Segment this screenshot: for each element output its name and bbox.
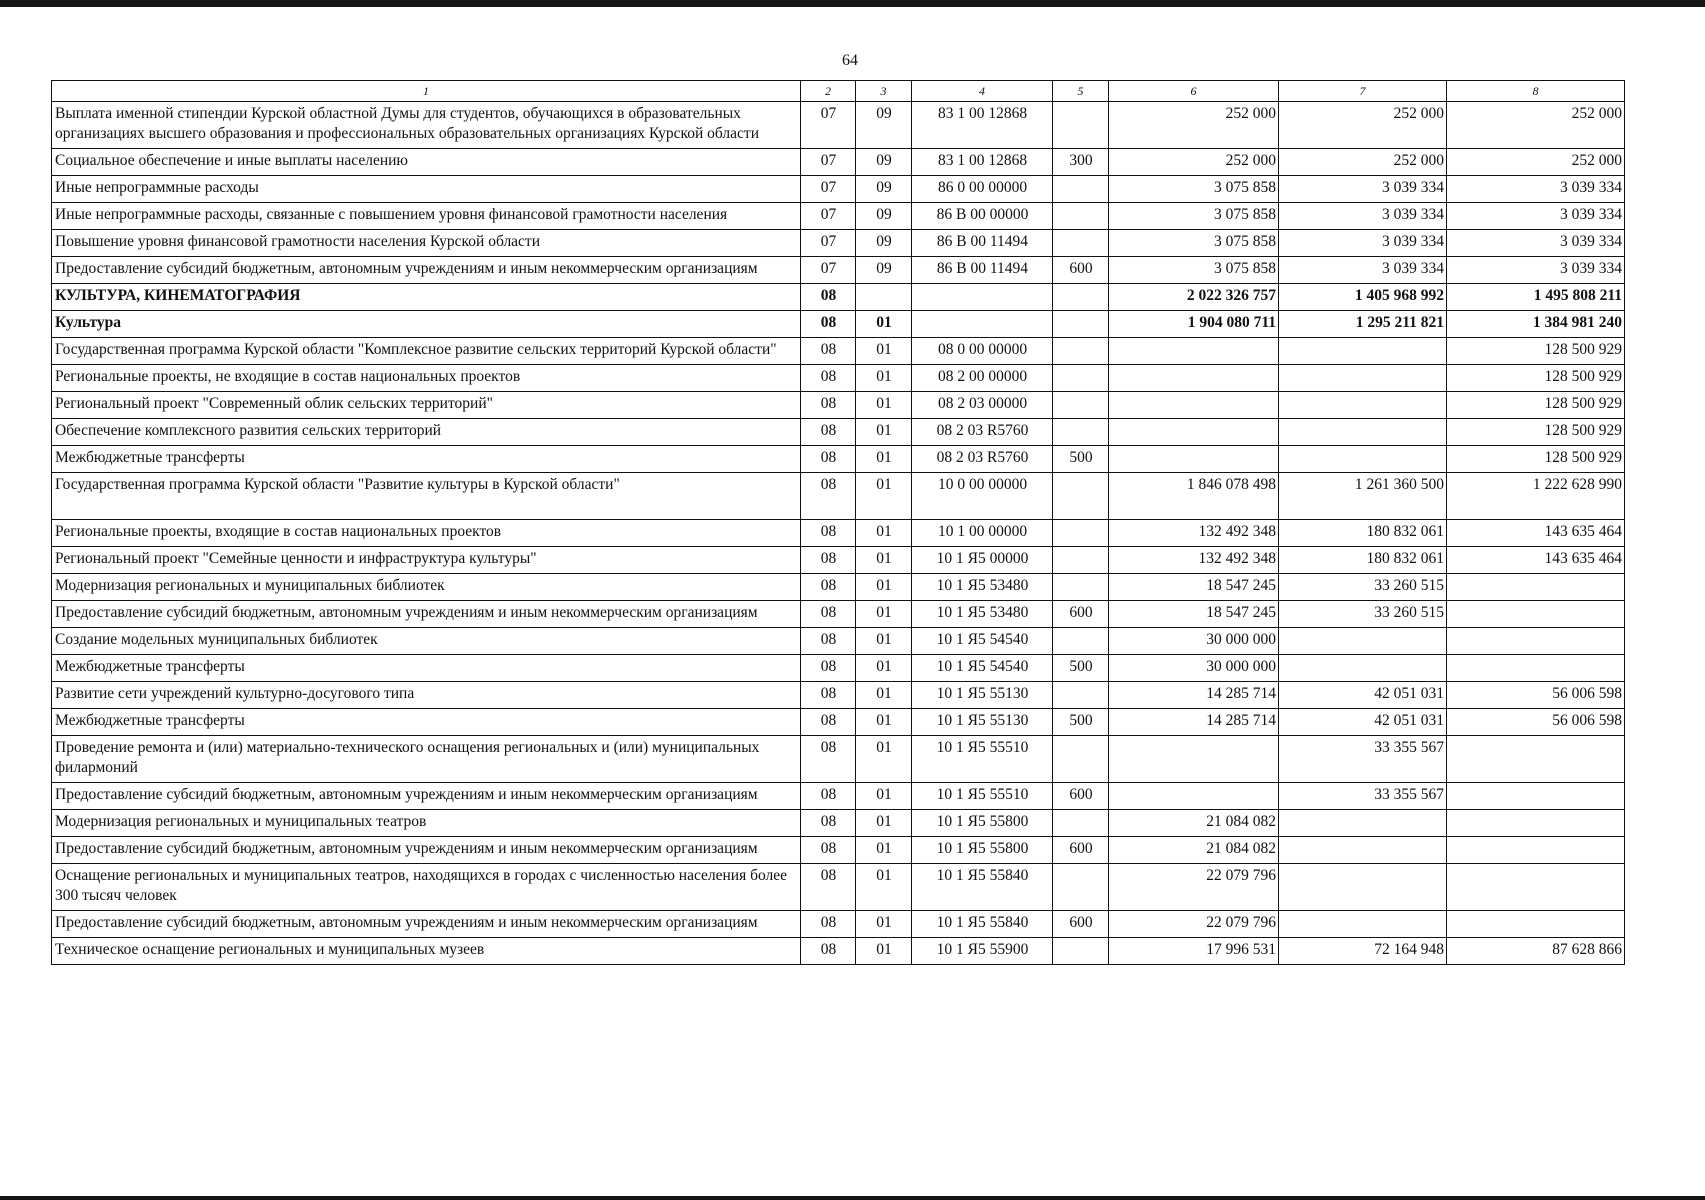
- section-code: 08: [801, 365, 856, 392]
- target-article-code: 10 1 Я5 55510: [912, 783, 1053, 810]
- subsection-code: [856, 284, 912, 311]
- target-article-code: 10 1 Я5 55840: [912, 911, 1053, 938]
- expense-type-code: [1053, 520, 1109, 547]
- amount-col-7: [1279, 419, 1447, 446]
- amount-col-8: 56 006 598: [1447, 709, 1625, 736]
- table-row: [52, 574, 1625, 601]
- section-code: 08: [801, 473, 856, 520]
- amount-col-6: [1109, 419, 1279, 446]
- amount-col-6: 14 285 714: [1109, 709, 1279, 736]
- amount-col-7: 72 164 948: [1279, 938, 1447, 965]
- table-row: [52, 736, 1625, 783]
- target-article-code: 10 1 Я5 55800: [912, 810, 1053, 837]
- expense-type-code: [1053, 810, 1109, 837]
- table-row: [52, 601, 1625, 628]
- column-header: 4: [912, 81, 1053, 102]
- section-code: 08: [801, 938, 856, 965]
- subsection-code: 09: [856, 230, 912, 257]
- subsection-code: 01: [856, 628, 912, 655]
- amount-col-6: 21 084 082: [1109, 837, 1279, 864]
- row-name: Развитие сети учреждений культурно-досугового типа: [52, 682, 801, 709]
- subsection-code: 01: [856, 736, 912, 783]
- section-code: 08: [801, 419, 856, 446]
- subsection-code: 01: [856, 938, 912, 965]
- table-row: [52, 149, 1625, 176]
- subsection-code: 01: [856, 547, 912, 574]
- column-header: 6: [1109, 81, 1279, 102]
- expense-type-code: [1053, 864, 1109, 911]
- subsection-code: 01: [856, 911, 912, 938]
- expense-type-code: [1053, 419, 1109, 446]
- subsection-code: 01: [856, 365, 912, 392]
- section-code: 08: [801, 446, 856, 473]
- amount-col-7: 252 000: [1279, 102, 1447, 149]
- table-row: [52, 365, 1625, 392]
- amount-col-8: 1 495 808 211: [1447, 284, 1625, 311]
- target-article-code: 10 1 Я5 54540: [912, 628, 1053, 655]
- scan-edge-top: [0, 0, 1705, 7]
- table-row: [52, 911, 1625, 938]
- row-name: Государственная программа Курской области "Комплексное развитие сельских территорий Курской области": [52, 338, 801, 365]
- table-row: [52, 257, 1625, 284]
- table-row: [52, 176, 1625, 203]
- row-name: Обеспечение комплексного развития сельских территорий: [52, 419, 801, 446]
- amount-col-7: 3 039 334: [1279, 257, 1447, 284]
- amount-col-7: 42 051 031: [1279, 709, 1447, 736]
- target-article-code: 86 В 00 11494: [912, 257, 1053, 284]
- subsection-code: 09: [856, 176, 912, 203]
- target-article-code: 86 В 00 00000: [912, 203, 1053, 230]
- amount-col-8: [1447, 628, 1625, 655]
- expense-type-code: 600: [1053, 911, 1109, 938]
- subsection-code: 01: [856, 864, 912, 911]
- subsection-code: 01: [856, 419, 912, 446]
- amount-col-6: 1 904 080 711: [1109, 311, 1279, 338]
- table-row: [52, 473, 1625, 520]
- section-code: 08: [801, 736, 856, 783]
- amount-col-8: [1447, 783, 1625, 810]
- subsection-code: 09: [856, 257, 912, 284]
- target-article-code: 08 2 03 R5760: [912, 419, 1053, 446]
- amount-col-6: 22 079 796: [1109, 864, 1279, 911]
- subsection-code: 01: [856, 709, 912, 736]
- row-name: Межбюджетные трансферты: [52, 446, 801, 473]
- section-code: 08: [801, 338, 856, 365]
- amount-col-6: [1109, 338, 1279, 365]
- row-name: Региональные проекты, входящие в состав национальных проектов: [52, 520, 801, 547]
- amount-col-7: 33 355 567: [1279, 736, 1447, 783]
- amount-col-8: 3 039 334: [1447, 230, 1625, 257]
- amount-col-7: 33 260 515: [1279, 601, 1447, 628]
- amount-col-6: 17 996 531: [1109, 938, 1279, 965]
- amount-col-7: [1279, 655, 1447, 682]
- amount-col-7: 33 260 515: [1279, 574, 1447, 601]
- amount-col-6: [1109, 365, 1279, 392]
- expense-type-code: [1053, 938, 1109, 965]
- amount-col-6: 3 075 858: [1109, 203, 1279, 230]
- table-row: [52, 938, 1625, 965]
- section-code: 08: [801, 655, 856, 682]
- expense-type-code: 300: [1053, 149, 1109, 176]
- amount-col-6: [1109, 736, 1279, 783]
- row-name: Создание модельных муниципальных библиотек: [52, 628, 801, 655]
- amount-col-8: 3 039 334: [1447, 203, 1625, 230]
- subsection-code: 01: [856, 783, 912, 810]
- column-header: 5: [1053, 81, 1109, 102]
- section-code: 08: [801, 709, 856, 736]
- expense-type-code: [1053, 736, 1109, 783]
- row-name: Иные непрограммные расходы: [52, 176, 801, 203]
- target-article-code: 10 1 Я5 00000: [912, 547, 1053, 574]
- target-article-code: 10 0 00 00000: [912, 473, 1053, 520]
- table-row: [52, 628, 1625, 655]
- amount-col-6: 132 492 348: [1109, 520, 1279, 547]
- target-article-code: 10 1 Я5 55130: [912, 709, 1053, 736]
- table-row: [52, 682, 1625, 709]
- amount-col-6: [1109, 446, 1279, 473]
- amount-col-7: [1279, 837, 1447, 864]
- amount-col-8: [1447, 864, 1625, 911]
- row-name: Государственная программа Курской области "Развитие культуры в Курской области": [52, 473, 801, 520]
- expense-type-code: [1053, 574, 1109, 601]
- row-name: Предоставление субсидий бюджетным, автономным учреждениям и иным некоммерческим организациям: [52, 257, 801, 284]
- subsection-code: 01: [856, 574, 912, 601]
- subsection-code: 01: [856, 520, 912, 547]
- row-name: Модернизация региональных и муниципальных театров: [52, 810, 801, 837]
- table-row: [52, 783, 1625, 810]
- row-name: Повышение уровня финансовой грамотности населения Курской области: [52, 230, 801, 257]
- column-header: 7: [1279, 81, 1447, 102]
- table-row: [52, 709, 1625, 736]
- row-name: Региональный проект "Современный облик сельских территорий": [52, 392, 801, 419]
- expense-type-code: [1053, 392, 1109, 419]
- amount-col-6: 30 000 000: [1109, 628, 1279, 655]
- amount-col-8: [1447, 810, 1625, 837]
- target-article-code: 10 1 Я5 53480: [912, 574, 1053, 601]
- section-code: 08: [801, 783, 856, 810]
- expense-type-code: [1053, 547, 1109, 574]
- row-name: Техническое оснащение региональных и муниципальных музеев: [52, 938, 801, 965]
- amount-col-8: [1447, 911, 1625, 938]
- target-article-code: 08 2 03 00000: [912, 392, 1053, 419]
- table-body: [52, 102, 1625, 965]
- table-row: [52, 837, 1625, 864]
- amount-col-6: 252 000: [1109, 102, 1279, 149]
- row-name: Модернизация региональных и муниципальных библиотек: [52, 574, 801, 601]
- amount-col-7: 1 295 211 821: [1279, 311, 1447, 338]
- row-name: Иные непрограммные расходы, связанные с повышением уровня финансовой грамотности населения: [52, 203, 801, 230]
- section-code: 07: [801, 176, 856, 203]
- amount-col-6: [1109, 392, 1279, 419]
- amount-col-7: [1279, 392, 1447, 419]
- row-name: Выплата именной стипендии Курской областной Думы для студентов, обучающихся в образовательных организациях высшего образования и профессиональных образовательных организациях Курской области: [52, 102, 801, 149]
- section-code: 08: [801, 911, 856, 938]
- amount-col-6: 3 075 858: [1109, 257, 1279, 284]
- target-article-code: 10 1 Я5 55840: [912, 864, 1053, 911]
- section-code: 08: [801, 574, 856, 601]
- amount-col-7: [1279, 864, 1447, 911]
- section-code: 07: [801, 230, 856, 257]
- target-article-code: 08 2 03 R5760: [912, 446, 1053, 473]
- target-article-code: 10 1 Я5 55900: [912, 938, 1053, 965]
- expense-type-code: [1053, 284, 1109, 311]
- amount-col-6: 14 285 714: [1109, 682, 1279, 709]
- amount-col-8: 128 500 929: [1447, 392, 1625, 419]
- amount-col-6: [1109, 783, 1279, 810]
- page-number: 64: [842, 52, 858, 69]
- amount-col-8: 252 000: [1447, 149, 1625, 176]
- amount-col-6: 3 075 858: [1109, 176, 1279, 203]
- scan-edge-bottom: [0, 1196, 1705, 1200]
- subsection-code: 01: [856, 446, 912, 473]
- target-article-code: 83 1 00 12868: [912, 149, 1053, 176]
- target-article-code: 10 1 Я5 55510: [912, 736, 1053, 783]
- table-row: [52, 311, 1625, 338]
- subsection-code: 01: [856, 810, 912, 837]
- amount-col-6: 18 547 245: [1109, 601, 1279, 628]
- section-code: 08: [801, 837, 856, 864]
- row-name: Региональный проект "Семейные ценности и инфраструктура культуры": [52, 547, 801, 574]
- amount-col-7: [1279, 810, 1447, 837]
- target-article-code: 83 1 00 12868: [912, 102, 1053, 149]
- section-code: 08: [801, 601, 856, 628]
- target-article-code: 08 2 00 00000: [912, 365, 1053, 392]
- row-name: Предоставление субсидий бюджетным, автономным учреждениям и иным некоммерческим организациям: [52, 783, 801, 810]
- target-article-code: 86 0 00 00000: [912, 176, 1053, 203]
- section-code: 08: [801, 392, 856, 419]
- section-code: 08: [801, 547, 856, 574]
- amount-col-6: 22 079 796: [1109, 911, 1279, 938]
- row-name: КУЛЬТУРА, КИНЕМАТОГРАФИЯ: [52, 284, 801, 311]
- subsection-code: 01: [856, 392, 912, 419]
- expense-type-code: 600: [1053, 601, 1109, 628]
- amount-col-8: 87 628 866: [1447, 938, 1625, 965]
- expense-type-code: [1053, 102, 1109, 149]
- expense-type-code: [1053, 338, 1109, 365]
- amount-col-7: 3 039 334: [1279, 176, 1447, 203]
- amount-col-6: 18 547 245: [1109, 574, 1279, 601]
- expense-type-code: [1053, 311, 1109, 338]
- amount-col-8: [1447, 574, 1625, 601]
- amount-col-8: 3 039 334: [1447, 257, 1625, 284]
- row-name: Оснащение региональных и муниципальных театров, находящихся в городах с численностью населения более 300 тысяч человек: [52, 864, 801, 911]
- expense-type-code: [1053, 682, 1109, 709]
- section-code: 08: [801, 520, 856, 547]
- section-code: 08: [801, 864, 856, 911]
- amount-col-8: 128 500 929: [1447, 365, 1625, 392]
- amount-col-6: 2 022 326 757: [1109, 284, 1279, 311]
- amount-col-7: [1279, 365, 1447, 392]
- amount-col-8: [1447, 655, 1625, 682]
- amount-col-6: 3 075 858: [1109, 230, 1279, 257]
- target-article-code: 10 1 Я5 53480: [912, 601, 1053, 628]
- subsection-code: 01: [856, 311, 912, 338]
- expense-type-code: 600: [1053, 257, 1109, 284]
- table-row: [52, 338, 1625, 365]
- table-row: [52, 284, 1625, 311]
- target-article-code: 10 1 Я5 55130: [912, 682, 1053, 709]
- amount-col-7: 3 039 334: [1279, 230, 1447, 257]
- table-row: [52, 102, 1625, 149]
- subsection-code: 01: [856, 837, 912, 864]
- expense-type-code: [1053, 230, 1109, 257]
- expense-type-code: [1053, 473, 1109, 520]
- section-code: 07: [801, 257, 856, 284]
- amount-col-8: 128 500 929: [1447, 446, 1625, 473]
- amount-col-8: 3 039 334: [1447, 176, 1625, 203]
- row-name: Социальное обеспечение и иные выплаты населению: [52, 149, 801, 176]
- subsection-code: 01: [856, 601, 912, 628]
- amount-col-8: 1 222 628 990: [1447, 473, 1625, 520]
- row-name: Предоставление субсидий бюджетным, автономным учреждениям и иным некоммерческим организациям: [52, 911, 801, 938]
- subsection-code: 01: [856, 682, 912, 709]
- amount-col-8: 252 000: [1447, 102, 1625, 149]
- amount-col-6: 1 846 078 498: [1109, 473, 1279, 520]
- amount-col-7: 3 039 334: [1279, 203, 1447, 230]
- row-name: Культура: [52, 311, 801, 338]
- amount-col-7: 33 355 567: [1279, 783, 1447, 810]
- amount-col-7: 42 051 031: [1279, 682, 1447, 709]
- column-header: 3: [856, 81, 912, 102]
- amount-col-7: [1279, 911, 1447, 938]
- section-code: 08: [801, 284, 856, 311]
- amount-col-8: [1447, 736, 1625, 783]
- amount-col-6: 21 084 082: [1109, 810, 1279, 837]
- subsection-code: 01: [856, 473, 912, 520]
- table-row: [52, 230, 1625, 257]
- expense-type-code: 500: [1053, 655, 1109, 682]
- target-article-code: 10 1 00 00000: [912, 520, 1053, 547]
- amount-col-7: 252 000: [1279, 149, 1447, 176]
- target-article-code: 86 В 00 11494: [912, 230, 1053, 257]
- row-name: Предоставление субсидий бюджетным, автономным учреждениям и иным некоммерческим организациям: [52, 601, 801, 628]
- amount-col-6: 132 492 348: [1109, 547, 1279, 574]
- table-row: [52, 547, 1625, 574]
- table-row: [52, 520, 1625, 547]
- table-row: [52, 446, 1625, 473]
- amount-col-7: 1 405 968 992: [1279, 284, 1447, 311]
- target-article-code: [912, 284, 1053, 311]
- amount-col-6: 30 000 000: [1109, 655, 1279, 682]
- amount-col-8: [1447, 601, 1625, 628]
- section-code: 08: [801, 628, 856, 655]
- subsection-code: 09: [856, 149, 912, 176]
- table-row: [52, 419, 1625, 446]
- amount-col-8: 143 635 464: [1447, 520, 1625, 547]
- amount-col-7: 180 832 061: [1279, 520, 1447, 547]
- budget-table: [51, 80, 1625, 965]
- target-article-code: 08 0 00 00000: [912, 338, 1053, 365]
- expense-type-code: [1053, 365, 1109, 392]
- amount-col-8: 128 500 929: [1447, 419, 1625, 446]
- amount-col-8: 143 635 464: [1447, 547, 1625, 574]
- column-number-row: [52, 81, 1625, 102]
- expense-type-code: [1053, 203, 1109, 230]
- row-name: Предоставление субсидий бюджетным, автономным учреждениям и иным некоммерческим организациям: [52, 837, 801, 864]
- amount-col-8: 56 006 598: [1447, 682, 1625, 709]
- amount-col-6: 252 000: [1109, 149, 1279, 176]
- subsection-code: 01: [856, 655, 912, 682]
- expense-type-code: 500: [1053, 709, 1109, 736]
- row-name: Региональные проекты, не входящие в состав национальных проектов: [52, 365, 801, 392]
- target-article-code: 10 1 Я5 55800: [912, 837, 1053, 864]
- amount-col-8: [1447, 837, 1625, 864]
- section-code: 07: [801, 149, 856, 176]
- section-code: 07: [801, 203, 856, 230]
- column-header: 8: [1447, 81, 1625, 102]
- row-name: Межбюджетные трансферты: [52, 709, 801, 736]
- expense-type-code: 600: [1053, 837, 1109, 864]
- expense-type-code: 500: [1053, 446, 1109, 473]
- amount-col-8: 128 500 929: [1447, 338, 1625, 365]
- row-name: Проведение ремонта и (или) материально-технического оснащения региональных и (или) муниципальных филармоний: [52, 736, 801, 783]
- table-row: [52, 655, 1625, 682]
- row-name: Межбюджетные трансферты: [52, 655, 801, 682]
- amount-col-8: 1 384 981 240: [1447, 311, 1625, 338]
- subsection-code: 01: [856, 338, 912, 365]
- table-row: [52, 864, 1625, 911]
- section-code: 08: [801, 311, 856, 338]
- amount-col-7: [1279, 628, 1447, 655]
- amount-col-7: 1 261 360 500: [1279, 473, 1447, 520]
- expense-type-code: 600: [1053, 783, 1109, 810]
- amount-col-7: [1279, 338, 1447, 365]
- target-article-code: 10 1 Я5 54540: [912, 655, 1053, 682]
- section-code: 08: [801, 682, 856, 709]
- table-row: [52, 810, 1625, 837]
- expense-type-code: [1053, 176, 1109, 203]
- column-header: 1: [52, 81, 801, 102]
- target-article-code: [912, 311, 1053, 338]
- table-row: [52, 203, 1625, 230]
- amount-col-7: [1279, 446, 1447, 473]
- amount-col-7: 180 832 061: [1279, 547, 1447, 574]
- column-header: 2: [801, 81, 856, 102]
- subsection-code: 09: [856, 102, 912, 149]
- section-code: 07: [801, 102, 856, 149]
- section-code: 08: [801, 810, 856, 837]
- subsection-code: 09: [856, 203, 912, 230]
- table-row: [52, 392, 1625, 419]
- expense-type-code: [1053, 628, 1109, 655]
